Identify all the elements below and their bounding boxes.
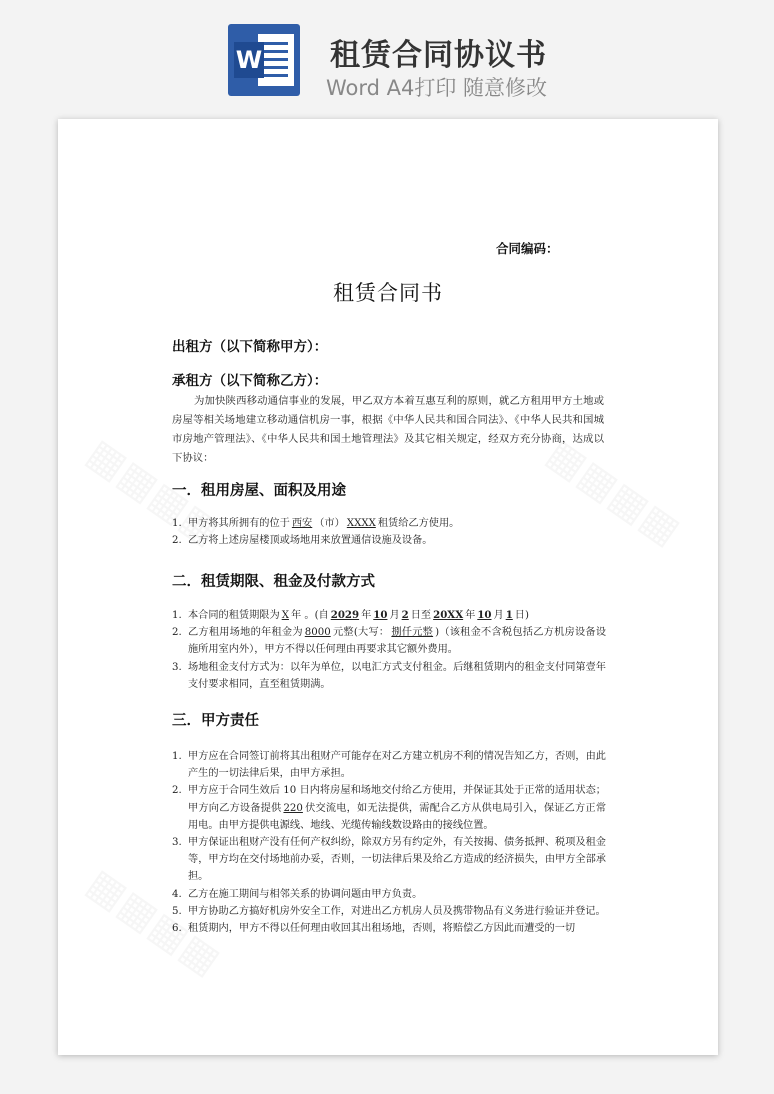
contract-number-label: 合同编码：	[496, 241, 559, 256]
lessor-label: 出租方（以下简称甲方）：	[172, 339, 328, 355]
city-field: 西安	[291, 518, 313, 529]
rent-amount-field: 8000	[304, 627, 331, 639]
banner-title: 租赁合同协议书	[330, 38, 547, 73]
list-item: 3. 甲方保证出租财产没有任何产权纠纷，除双方另有约定外，有关按揭、债务抵押、税项及租金等，甲方均在交付场地前办妥，否则，一切法律后果及给乙方造成的经济损失，由甲方全部承担。	[172, 837, 606, 883]
section-1-list	[172, 515, 606, 549]
intro-text: 为加快陕西移动通信事业的发展，甲乙双方本着互惠互利的原则，就乙方租用甲方土地或房屋等相关场地建立移动通信机房一事，根据《中华人民共和国合同法》、《中华人民共和国城市房地产管理法》、《中华人民共和国土地管理法》及其它相关规定，经双方充分协商，达成以下协议：	[172, 395, 604, 464]
document-title: 租赁合同书	[333, 281, 443, 305]
list-item: 1. 本合同的租赁期限为 X 年 。(自 2029 年 10 月 2 日至 20XX 年 10 月 1 日)	[172, 609, 529, 621]
section-2-list	[172, 607, 606, 693]
list-item: 1. 甲方应在合同签订前将其出租财产可能存在对乙方建立机房不利的情况告知乙方，否则，由此产生的一切法律后果，由甲方承担。	[172, 751, 606, 780]
list-item: 6. 租赁期内，甲方不得以任何理由收回其出租场地，否则，将赔偿乙方因此而遭受的一切	[172, 923, 576, 935]
section-3-list	[172, 748, 606, 937]
banner-subtitle: Word A4打印 随意修改	[326, 76, 548, 100]
section-title: 三．甲方责任	[172, 713, 259, 729]
document-page	[58, 119, 718, 1055]
intro-paragraph	[172, 392, 604, 468]
list-item: 3. 场地租金支付方式为：以年为单位，以电汇方式支付租金。后继租赁期内的租金支付同第壹年支付要求相同，直至租赁期满。	[172, 661, 606, 690]
lessee-label: 承租方（以下简称乙方）：	[172, 373, 328, 389]
list-item: 1. 甲方将其所拥有的位于 西安 （市） XXXX 租赁给乙方使用。	[172, 518, 460, 529]
header-banner	[0, 0, 774, 112]
list-item: 2. 乙方将上述房屋楼顶或场地用来放置通信设施及设备。	[172, 535, 433, 547]
word-icon	[228, 24, 300, 96]
voltage-field: 220	[283, 802, 303, 814]
list-item: 5. 甲方协助乙方搞好机房外安全工作，对进出乙方机房人员及携带物品有义务进行验证并登记。	[172, 905, 606, 917]
list-item: 2. 甲方应于合同生效后 10 日内将房屋和场地交付给乙方使用，并保证其处于正常的适用状态；甲方向乙方设备提供 220 伏交流电，如无法提供，需配合乙方从供电局引入，保证乙方正常用电。由甲方提供电源线、地线、光缆传输线数设路由的接线位置。	[172, 785, 607, 831]
list-item: 4. 乙方在施工期间与相邻关系的协调问题由甲方负责。	[172, 888, 423, 900]
word-icon-letter: W	[234, 42, 264, 78]
section-title: 一．租用房屋、面积及用途	[172, 483, 346, 499]
address-field: XXXX	[346, 518, 376, 529]
rent-amount-words-field: 捌仟元整	[391, 627, 434, 639]
term-years-field: X	[281, 610, 289, 621]
list-item: 2. 乙方租用场地的年租金为 8000 元整(大写： 捌仟元整 )（该租金不含税包括乙方机房设备设施所用室内外），甲方不得以任何理由再要求其它额外费用。	[172, 627, 607, 656]
section-title: 二．租赁期限、租金及付款方式	[172, 574, 375, 590]
